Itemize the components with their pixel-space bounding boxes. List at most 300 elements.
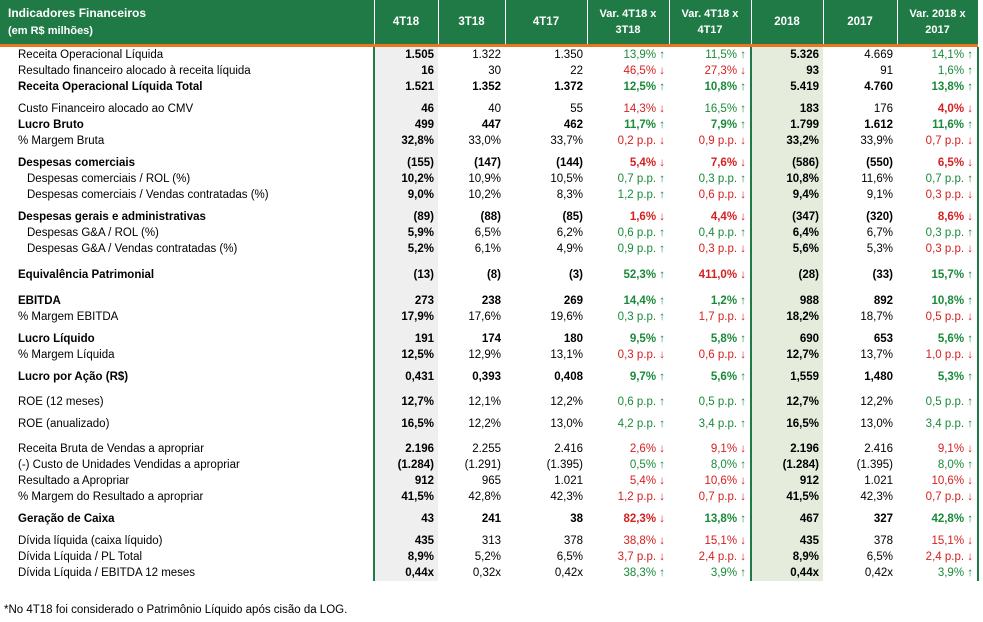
variation-value: 1,2 p.p. — [617, 189, 657, 201]
value-cell: 5,2% — [374, 241, 438, 257]
variation-cell — [897, 79, 978, 95]
variation-value: 13,8% — [704, 513, 738, 525]
value-cell: 8,9% — [751, 549, 823, 565]
variation-cell — [587, 47, 669, 63]
value-cell: 10,2% — [468, 189, 501, 201]
value-cell: 13,0% — [860, 418, 893, 430]
variation-cell — [897, 225, 978, 241]
table-row — [0, 457, 978, 473]
value-cell: 0,393 — [472, 371, 501, 383]
arrow-up-icon: ↑ — [964, 227, 973, 239]
value-cell: 467 — [751, 511, 823, 527]
value-cell: 435 — [374, 533, 438, 549]
arrow-down-icon: ↓ — [737, 311, 746, 323]
variation-value: 15,7% — [931, 269, 965, 281]
value-cell: 12,7% — [751, 347, 823, 363]
variation-value: 4,0% — [937, 103, 965, 115]
arrow-up-icon: ↑ — [964, 333, 973, 345]
arrow-down-icon: ↓ — [656, 475, 665, 487]
value-cell: 13,0% — [550, 418, 583, 430]
arrow-up-icon: ↑ — [964, 269, 973, 281]
value-cell: (89) — [374, 209, 438, 225]
variation-cell — [587, 309, 669, 325]
table-row — [0, 79, 978, 95]
variation-cell — [897, 155, 978, 171]
variation-cell — [669, 511, 751, 527]
value-cell: 988 — [751, 293, 823, 309]
variation-value: 52,3% — [623, 269, 657, 281]
value-cell: 5,6% — [751, 241, 823, 257]
value-cell: 43 — [374, 511, 438, 527]
variation-value: 15,1% — [704, 535, 738, 547]
variation-cell — [897, 533, 978, 549]
variation-cell — [669, 489, 751, 505]
col-header-var-2018-2017: Var. 2018 x 2017 — [897, 0, 978, 44]
variation-value: 4,4% — [710, 211, 738, 223]
variation-cell — [897, 267, 978, 283]
value-cell: 2.416 — [864, 443, 893, 455]
arrow-down-icon: ↓ — [737, 135, 746, 147]
variation-cell — [669, 473, 751, 489]
variation-cell — [587, 489, 669, 505]
variation-value: 2,4 p.p. — [698, 551, 738, 563]
variation-cell — [587, 187, 669, 203]
arrow-up-icon: ↑ — [737, 333, 746, 345]
row-label: Resultado a Apropriar — [18, 475, 130, 487]
table-row — [0, 565, 978, 581]
value-cell: (550) — [866, 157, 893, 169]
value-cell: 2.255 — [472, 443, 501, 455]
variation-value: 11,6% — [932, 119, 965, 131]
value-cell: 1.799 — [751, 117, 823, 133]
variation-cell — [587, 63, 669, 79]
arrow-down-icon: ↓ — [737, 157, 746, 169]
arrow-down-icon: ↓ — [964, 349, 973, 361]
value-cell: 9,4% — [751, 187, 823, 203]
row-label: Receita Bruta de Vendas a apropriar — [18, 443, 205, 455]
table-row — [0, 441, 978, 457]
col-header-2017: 2017 — [823, 0, 897, 44]
value-cell: 0,431 — [374, 369, 438, 385]
value-cell: (155) — [374, 155, 438, 171]
row-label: Resultado financeiro alocado à receita líquida — [18, 65, 251, 77]
table-row — [0, 241, 978, 257]
value-cell: 16,5% — [374, 413, 438, 435]
value-cell: 241 — [481, 513, 501, 525]
value-cell: (147) — [474, 157, 501, 169]
value-cell: 4.669 — [864, 49, 893, 61]
variation-value: 13,8% — [931, 81, 965, 93]
variation-cell — [669, 225, 751, 241]
variation-cell — [587, 391, 669, 413]
table-row — [0, 209, 978, 225]
variation-cell — [587, 101, 669, 117]
col-header-4t17: 4T17 — [505, 0, 587, 44]
arrow-up-icon: ↑ — [964, 459, 973, 471]
value-cell: 9,1% — [866, 189, 893, 201]
value-cell: 5.419 — [751, 79, 823, 95]
value-cell: (3) — [568, 269, 583, 281]
value-cell: 653 — [873, 333, 893, 345]
variation-cell — [669, 413, 751, 435]
arrow-up-icon: ↑ — [964, 371, 973, 383]
variation-cell — [897, 347, 978, 363]
variation-value: 0,6 p.p. — [617, 227, 657, 239]
col-header-3t18: 3T18 — [438, 0, 505, 44]
value-cell: (144) — [556, 157, 583, 169]
variation-cell — [897, 565, 978, 581]
arrow-up-icon: ↑ — [737, 371, 746, 383]
variation-cell — [669, 63, 751, 79]
value-cell: 55 — [570, 103, 583, 115]
table-row — [0, 225, 978, 241]
value-cell: 690 — [751, 331, 823, 347]
variation-value: 1,2 p.p. — [617, 491, 657, 503]
table-row — [0, 533, 978, 549]
variation-cell — [587, 369, 669, 385]
variation-value: 7,6% — [710, 157, 738, 169]
value-cell: 912 — [374, 473, 438, 489]
value-cell: 180 — [563, 333, 583, 345]
row-label: EBITDA — [18, 295, 61, 307]
arrow-down-icon: ↓ — [964, 491, 973, 503]
arrow-up-icon: ↑ — [737, 396, 746, 408]
variation-cell — [587, 441, 669, 457]
value-cell: 0,32x — [472, 567, 501, 579]
variation-cell — [587, 209, 669, 225]
variation-cell — [587, 533, 669, 549]
variation-value: 4,2 p.p. — [617, 418, 657, 430]
arrow-up-icon: ↑ — [737, 103, 746, 115]
variation-value: 7,9% — [710, 119, 738, 131]
variation-value: 3,9% — [710, 567, 738, 579]
variation-cell — [587, 565, 669, 581]
value-cell: (8) — [486, 269, 501, 281]
value-cell: 435 — [751, 533, 823, 549]
variation-value: 8,0% — [710, 459, 738, 471]
value-cell: 269 — [563, 295, 583, 307]
value-cell: 2.196 — [374, 441, 438, 457]
value-cell: 41,5% — [374, 489, 438, 505]
arrow-down-icon: ↓ — [656, 211, 665, 223]
value-cell: 12,2% — [860, 396, 893, 408]
variation-value: 9,1% — [937, 443, 965, 455]
value-cell: 32,8% — [374, 133, 438, 149]
variation-value: 0,7 p.p. — [925, 491, 965, 503]
row-label: Geração de Caixa — [18, 513, 115, 525]
arrow-down-icon: ↓ — [964, 551, 973, 563]
variation-value: 0,2 p.p. — [617, 135, 657, 147]
value-cell: 18,7% — [860, 311, 893, 323]
arrow-down-icon: ↓ — [737, 189, 746, 201]
variation-value: 10,6% — [704, 475, 738, 487]
arrow-up-icon: ↑ — [656, 396, 665, 408]
variation-cell — [669, 117, 751, 133]
variation-value: 0,3 p.p. — [617, 311, 657, 323]
value-cell: (347) — [751, 209, 823, 225]
arrow-down-icon: ↓ — [656, 65, 665, 77]
value-cell: 6,5% — [866, 551, 893, 563]
arrow-down-icon: ↓ — [737, 491, 746, 503]
variation-value: 5,4% — [629, 157, 657, 169]
row-label: Despesas G&A / Vendas contratadas (%) — [27, 243, 238, 255]
value-cell: 12,5% — [374, 347, 438, 363]
arrow-down-icon: ↓ — [656, 513, 665, 525]
value-cell: (1.395) — [856, 459, 893, 471]
value-cell: 1.521 — [374, 79, 438, 95]
variation-cell — [669, 133, 751, 149]
row-label: Receita Operacional Líquida Total — [18, 81, 203, 93]
table-row — [0, 549, 978, 565]
variation-value: 14,4% — [623, 295, 657, 307]
arrow-up-icon: ↑ — [656, 243, 665, 255]
table-row — [0, 413, 978, 435]
variation-value: 13,9% — [623, 49, 657, 61]
table-row — [0, 187, 978, 203]
arrow-down-icon: ↓ — [737, 535, 746, 547]
arrow-up-icon: ↑ — [656, 311, 665, 323]
variation-value: 14,3% — [623, 103, 657, 115]
variation-value: 1,2% — [710, 295, 738, 307]
arrow-down-icon: ↓ — [656, 135, 665, 147]
arrow-up-icon: ↑ — [737, 418, 746, 430]
variation-cell — [669, 47, 751, 63]
value-cell: 1,480 — [864, 371, 893, 383]
row-label: Despesas comerciais / Vendas contratadas (%) — [27, 189, 269, 201]
table-row — [0, 63, 978, 79]
variation-cell — [897, 293, 978, 309]
variation-cell — [669, 187, 751, 203]
variation-cell — [897, 187, 978, 203]
variation-value: 1,6% — [937, 65, 965, 77]
arrow-up-icon: ↑ — [964, 173, 973, 185]
arrow-down-icon: ↓ — [656, 157, 665, 169]
arrow-down-icon: ↓ — [656, 103, 665, 115]
value-cell: 6,1% — [474, 243, 501, 255]
table-row — [0, 473, 978, 489]
table-row — [0, 489, 978, 505]
value-cell: (85) — [562, 211, 583, 223]
row-label: Custo Financeiro alocado ao CMV — [18, 103, 194, 115]
arrow-down-icon: ↓ — [964, 243, 973, 255]
variation-value: 3,7 p.p. — [617, 551, 657, 563]
variation-value: 9,5% — [629, 333, 657, 345]
arrow-down-icon: ↓ — [737, 211, 746, 223]
arrow-up-icon: ↑ — [737, 49, 746, 61]
value-cell: 1.352 — [472, 81, 501, 93]
value-cell: 40 — [488, 103, 501, 115]
value-cell: 6,7% — [866, 227, 893, 239]
variation-cell — [587, 155, 669, 171]
variation-value: 27,3% — [704, 65, 738, 77]
value-cell: 965 — [481, 475, 501, 487]
arrow-up-icon: ↑ — [656, 81, 665, 93]
variation-value: 1,0 p.p. — [925, 349, 965, 361]
value-cell: 11,6% — [861, 173, 893, 185]
variation-cell — [669, 101, 751, 117]
value-cell: (1.291) — [464, 459, 501, 471]
row-label: Equivalência Patrimonial — [18, 269, 155, 281]
arrow-up-icon: ↑ — [656, 418, 665, 430]
variation-value: 8,0% — [937, 459, 965, 471]
value-cell: 912 — [751, 473, 823, 489]
value-cell: 33,2% — [751, 133, 823, 149]
value-cell: 1.372 — [554, 81, 583, 93]
table-row — [0, 511, 978, 527]
value-cell: 327 — [873, 513, 893, 525]
value-cell: 8,9% — [374, 549, 438, 565]
variation-value: 0,3 p.p. — [925, 189, 965, 201]
variation-value: 3,9% — [937, 567, 965, 579]
row-label: Lucro Bruto — [18, 119, 84, 131]
arrow-up-icon: ↑ — [656, 49, 665, 61]
arrow-up-icon: ↑ — [656, 459, 665, 471]
variation-value: 38,3% — [623, 567, 657, 579]
variation-value: 5,6% — [937, 333, 965, 345]
arrow-down-icon: ↓ — [964, 535, 973, 547]
arrow-up-icon: ↑ — [964, 396, 973, 408]
variation-value: 5,4% — [629, 475, 657, 487]
value-cell: 10,5% — [550, 173, 583, 185]
arrow-up-icon: ↑ — [964, 65, 973, 77]
table-row — [0, 391, 978, 413]
variation-value: 0,5 p.p. — [925, 396, 965, 408]
arrow-down-icon: ↓ — [964, 211, 973, 223]
variation-value: 10,6% — [931, 475, 965, 487]
variation-value: 3,4 p.p. — [925, 418, 965, 430]
value-cell: 0,44x — [751, 565, 823, 581]
variation-cell — [669, 549, 751, 565]
arrow-up-icon: ↑ — [737, 513, 746, 525]
variation-cell — [587, 117, 669, 133]
table-row — [0, 347, 978, 363]
variation-cell — [669, 293, 751, 309]
variation-cell — [897, 549, 978, 565]
variation-value: 5,8% — [710, 333, 738, 345]
variation-value: 38,8% — [623, 535, 657, 547]
value-cell: 16 — [374, 63, 438, 79]
value-cell: 5,2% — [474, 551, 501, 563]
row-label: % Margem EBITDA — [18, 311, 119, 323]
variation-cell — [897, 101, 978, 117]
variation-cell — [897, 391, 978, 413]
row-label: Despesas G&A / ROL (%) — [27, 227, 159, 239]
value-cell: 5,3% — [866, 243, 893, 255]
variation-value: 2,6% — [629, 443, 657, 455]
variation-value: 0,3 p.p. — [925, 243, 965, 255]
arrow-down-icon: ↓ — [737, 349, 746, 361]
col-header-var-4t18-3t18: Var. 4T18 x 3T18 — [587, 0, 669, 44]
arrow-down-icon: ↓ — [737, 443, 746, 455]
variation-cell — [587, 241, 669, 257]
row-label: Despesas comerciais / ROL (%) — [27, 173, 191, 185]
value-cell: 0,408 — [554, 371, 583, 383]
variation-cell — [587, 413, 669, 435]
arrow-up-icon: ↑ — [964, 513, 973, 525]
value-cell: 46 — [374, 101, 438, 117]
variation-cell — [897, 117, 978, 133]
value-cell: 6,2% — [556, 227, 583, 239]
value-cell: 42,3% — [860, 491, 893, 503]
table-row — [0, 101, 978, 117]
arrow-down-icon: ↓ — [964, 475, 973, 487]
value-cell: (1.284) — [751, 457, 823, 473]
value-cell: 378 — [873, 535, 893, 547]
variation-cell — [897, 331, 978, 347]
value-cell: 17,9% — [374, 309, 438, 325]
variation-cell — [897, 209, 978, 225]
variation-value: 1,6% — [629, 211, 657, 223]
table-row — [0, 47, 978, 63]
variation-cell — [897, 413, 978, 435]
arrow-up-icon: ↑ — [737, 295, 746, 307]
row-label: ROE (anualizado) — [18, 418, 110, 430]
arrow-up-icon: ↑ — [737, 173, 746, 185]
value-cell: 17,6% — [468, 311, 501, 323]
row-label: (-) Custo de Unidades Vendidas a apropriar — [18, 459, 240, 471]
arrow-down-icon: ↓ — [737, 551, 746, 563]
value-cell: 5,9% — [374, 225, 438, 241]
value-cell: (586) — [751, 155, 823, 171]
value-cell: 6,4% — [751, 225, 823, 241]
value-cell: 30 — [488, 65, 501, 77]
spacer-row — [0, 257, 978, 267]
variation-cell — [669, 369, 751, 385]
value-cell: 10,9% — [468, 173, 501, 185]
variation-value: 9,1% — [710, 443, 738, 455]
variation-cell — [897, 369, 978, 385]
row-label: Lucro por Ação (R$) — [18, 371, 129, 383]
row-label: Receita Operacional Líquida — [18, 49, 164, 61]
variation-cell — [897, 457, 978, 473]
variation-cell — [669, 331, 751, 347]
value-cell: 892 — [873, 295, 893, 307]
arrow-down-icon: ↓ — [656, 443, 665, 455]
arrow-down-icon: ↓ — [964, 311, 973, 323]
arrow-down-icon: ↓ — [656, 349, 665, 361]
variation-value: 5,6% — [710, 371, 738, 383]
value-cell: 12,9% — [468, 349, 501, 361]
variation-value: 12,5% — [623, 81, 657, 93]
arrow-up-icon: ↑ — [964, 418, 973, 430]
value-cell: 93 — [751, 63, 823, 79]
value-cell: 6,5% — [556, 551, 583, 563]
value-cell: 378 — [563, 535, 583, 547]
value-cell: 22 — [570, 65, 583, 77]
value-cell: (13) — [374, 267, 438, 283]
value-cell: 447 — [481, 119, 501, 131]
variation-value: 9,7% — [629, 371, 657, 383]
variation-value: 0,6 p.p. — [617, 396, 657, 408]
variation-cell — [669, 347, 751, 363]
value-cell: 2.196 — [751, 441, 823, 457]
value-cell: 1.021 — [554, 475, 583, 487]
variation-value: 3,4 p.p. — [698, 418, 738, 430]
arrow-down-icon: ↓ — [737, 65, 746, 77]
variation-value: 0,3 p.p. — [925, 227, 965, 239]
variation-cell — [897, 489, 978, 505]
row-label: Dívida líquida (caixa líquido) — [18, 535, 163, 547]
value-cell: 33,0% — [468, 135, 501, 147]
variation-cell — [897, 47, 978, 63]
row-label: Despesas gerais e administrativas — [18, 211, 206, 223]
value-cell: 5.326 — [751, 47, 823, 63]
variation-value: 0,9 p.p. — [698, 135, 738, 147]
value-cell: 1.021 — [864, 475, 893, 487]
variation-cell — [669, 209, 751, 225]
variation-value: 0,3 p.p. — [698, 173, 738, 185]
variation-cell — [897, 63, 978, 79]
